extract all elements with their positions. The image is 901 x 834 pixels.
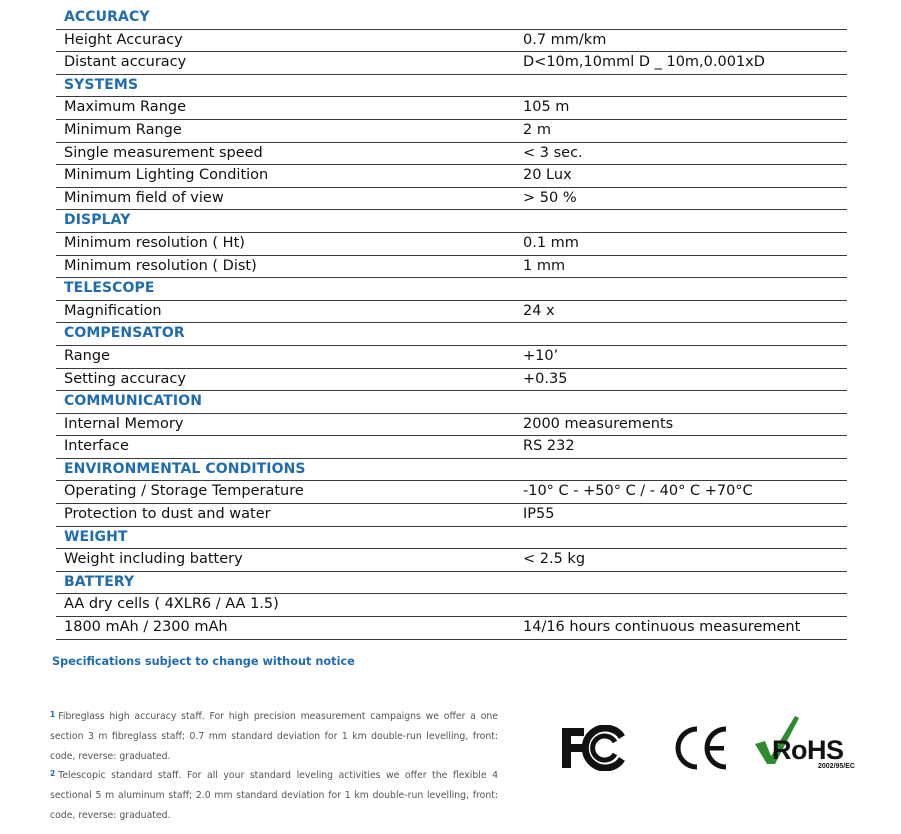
section-title: WEIGHT: [64, 528, 128, 545]
spec-label: Minimum resolution ( Dist): [64, 257, 257, 274]
spec-label: 1800 mAh / 2300 mAh: [64, 619, 228, 636]
spec-row: [56, 120, 847, 143]
section-header-row: [56, 391, 847, 414]
spec-label: Minimum field of view: [64, 189, 224, 206]
section-title: ENVIRONMENTAL CONDITIONS: [64, 460, 306, 477]
spec-label: Operating / Storage Temperature: [64, 483, 304, 500]
spec-value: > 50 %: [523, 189, 577, 206]
spec-label: Setting accuracy: [64, 370, 186, 387]
spec-row: [56, 346, 847, 369]
spec-value: 24 x: [523, 302, 555, 319]
footnote-2: [50, 766, 498, 826]
section-title: COMMUNICATION: [64, 393, 203, 410]
spec-label: Distant accuracy: [64, 54, 187, 71]
notice-text: Specifications subject to change without notice: [52, 655, 355, 668]
spec-row: [56, 481, 847, 504]
spec-row: [56, 143, 847, 166]
section-header-row: [56, 527, 847, 550]
spec-label: Interface: [64, 438, 129, 455]
spec-value: 20 Lux: [523, 167, 572, 184]
section-title: SYSTEMS: [64, 76, 139, 93]
rohs-logo: [755, 714, 863, 774]
spec-value: 105 m: [523, 99, 570, 116]
specifications-table: [56, 7, 847, 640]
spec-row: [56, 594, 847, 617]
spec-value: < 2.5 kg: [523, 551, 586, 568]
spec-row: [56, 30, 847, 53]
footnote-number: 2: [50, 769, 56, 778]
spec-row: [56, 52, 847, 75]
spec-label: AA dry cells ( 4XLR6 / AA 1.5): [64, 596, 279, 613]
spec-label: Range: [64, 347, 110, 364]
spec-row: [56, 301, 847, 324]
spec-row: [56, 617, 847, 640]
spec-row: [56, 165, 847, 188]
spec-value: D<10m,10mml D _ 10m,0.001xD: [523, 54, 765, 71]
section-header-row: [56, 278, 847, 301]
section-title: COMPENSATOR: [64, 325, 185, 342]
spec-label: Internal Memory: [64, 415, 184, 432]
section-header-row: [56, 75, 847, 98]
section-header-row: [56, 210, 847, 233]
section-header-row: [56, 323, 847, 346]
footnote-text: Telescopic standard staff. For all your standard leveling activities we offer the flexible 4 sectional 5 m aluminum staff; 2.0 mm standard deviation for 1 km double-run levelling, front: code, reverse: graduated.: [50, 770, 498, 821]
spec-row: [56, 369, 847, 392]
spec-row: [56, 256, 847, 279]
rohs-wordmark: RoHS: [772, 735, 844, 765]
spec-row: [56, 414, 847, 437]
section-title: BATTERY: [64, 573, 135, 590]
section-header-row: [56, 7, 847, 30]
spec-label: Minimum Range: [64, 121, 182, 138]
spec-row: [56, 233, 847, 256]
spec-label: Height Accuracy: [64, 31, 183, 48]
spec-value: IP55: [523, 506, 555, 523]
fc-logo: [560, 725, 626, 771]
spec-value: +0.35: [523, 370, 568, 387]
spec-row: [56, 504, 847, 527]
spec-value: < 3 sec.: [523, 144, 583, 161]
spec-value: 2000 measurements: [523, 415, 674, 432]
spec-value: 2 m: [523, 121, 551, 138]
spec-label: Protection to dust and water: [64, 506, 271, 523]
spec-value: -10° C - +50° C / - 40° C +70°C: [523, 483, 753, 500]
spec-row: [56, 436, 847, 459]
spec-label: Minimum resolution ( Ht): [64, 234, 245, 251]
spec-value: RS 232: [523, 438, 575, 455]
section-header-row: [56, 459, 847, 482]
spec-label: Weight including battery: [64, 551, 243, 568]
footnote-text: Fibreglass high accuracy staff. For high precision measurement campaigns we offer a one section 3 m fibreglass staff; 0.7 mm standard deviation for 1 km double-run levelling, front: code, reverse: graduated.: [50, 711, 498, 762]
spec-value: 0.7 mm/km: [523, 31, 607, 48]
spec-label: Maximum Range: [64, 99, 187, 116]
section-title: TELESCOPE: [64, 280, 155, 297]
footnote-number: 1: [50, 710, 56, 719]
spec-label: Minimum Lighting Condition: [64, 167, 269, 184]
footnote-1: [50, 707, 498, 767]
spec-value: 0.1 mm: [523, 234, 579, 251]
spec-row: [56, 188, 847, 211]
section-title: DISPLAY: [64, 212, 131, 229]
section-header-row: [56, 572, 847, 595]
rohs-directive: 2002/95/EC: [818, 763, 855, 770]
spec-label: Magnification: [64, 302, 162, 319]
spec-value: +10’: [523, 347, 559, 364]
spec-value: 14/16 hours continuous measurement: [523, 619, 801, 636]
spec-label: Single measurement speed: [64, 144, 263, 161]
section-title: ACCURACY: [64, 9, 150, 25]
spec-value: 1 mm: [523, 257, 566, 274]
spec-row: [56, 97, 847, 120]
ce-logo: [673, 725, 730, 771]
spec-row: [56, 549, 847, 572]
